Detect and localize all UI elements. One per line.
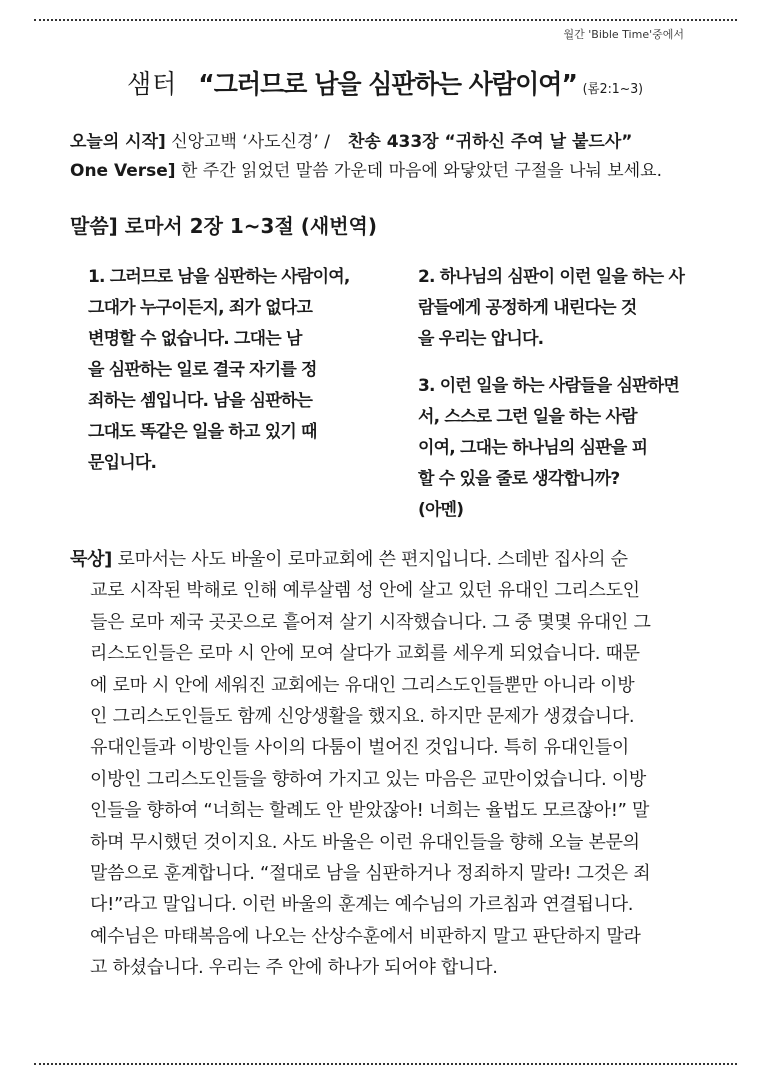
scripture-left-column [70, 262, 370, 479]
verse-3 [400, 371, 700, 526]
verse-line: 2. 하나님의 심판이 이런 일을 하는 사 [418, 267, 685, 287]
intro-section [70, 128, 662, 186]
scripture-right-column [400, 262, 700, 526]
page-title [15, 64, 755, 101]
meditation-line: 예수님은 마태복음에 나오는 산상수훈에서 비판하지 말고 판단하지 말라 [90, 925, 641, 947]
bottom-dotted-divider [34, 1063, 737, 1065]
verse-2 [400, 262, 700, 355]
title-quote: “그러므로 남을 심판하는 사람이여” [198, 70, 577, 100]
hymn-text: 찬송 433장 “귀하신 주여 날 붙드사” [347, 132, 633, 152]
meditation-line: 에 로마 시 안에 세워진 교회에는 유대인 그리스도인들뿐만 아니라 이방 [90, 674, 635, 696]
source-note: 월간 'Bible Time'중에서 [563, 28, 684, 41]
title-reference: (롬2:1~3) [582, 82, 644, 97]
verse-line: 을 심판하는 일로 결국 자기를 정 [88, 360, 317, 380]
verse-line: 그대도 똑같은 일을 하고 있기 때 [88, 422, 317, 442]
scripture-heading: 말씀] 로마서 2장 1~3절 (새번역) [70, 214, 377, 238]
one-verse-label: One Verse] [70, 161, 176, 181]
meditation-line: 유대인들과 이방인들 사이의 다툼이 벌어진 것입니다. 특히 유대인들이 [90, 737, 629, 759]
one-verse-text: 한 주간 읽었던 말씀 가운데 마음에 와닿았던 구절을 나눠 보세요. [180, 161, 662, 181]
verse-line: 서, 스스로 그런 일을 하는 사람 [418, 407, 637, 427]
verse-line: (아멘) [418, 500, 464, 520]
verse-line: 문입니다. [88, 453, 157, 473]
meditation-line: 교로 시작된 박해로 인해 예루살렘 성 안에 살고 있던 유대인 그리스도인 [90, 580, 640, 602]
meditation-line: 로마서는 사도 바울이 로마교회에 쓴 편지입니다. 스데반 집사의 순 [117, 549, 628, 570]
meditation-line: 들은 로마 제국 곳곳으로 흩어져 살기 시작했습니다. 그 중 몇몇 유대인 그 [90, 611, 651, 633]
meditation-line: 다!”라고 말입니다. 이런 바울의 훈계는 예수님의 가르침과 연결됩니다. [90, 894, 634, 916]
intro-verse-line [70, 157, 662, 186]
meditation-section [70, 544, 710, 984]
verse-line: 이여, 그대는 하나님의 심판을 피 [418, 438, 648, 458]
verse-line: 1. 그러므로 남을 심판하는 사람이여, [88, 267, 350, 287]
meditation-line: 인들을 향하여 “너희는 할례도 안 받았잖아! 너희는 율법도 모르잖아!” 말 [90, 800, 650, 822]
meditation-line: 이방인 그리스도인들을 향하여 가지고 있는 마음은 교만이었습니다. 이방 [90, 768, 647, 790]
meditation-first-line [70, 544, 710, 575]
top-dotted-divider [34, 19, 737, 21]
meditation-line: 말씀으로 훈계합니다. “절대로 남을 심판하거나 정죄하지 말라! 그것은 죄 [90, 863, 651, 885]
meditation-line: 리스도인들은 로마 시 안에 모여 살다가 교회를 세우게 되었습니다. 때문 [90, 643, 640, 665]
verse-line: 죄하는 셈입니다. 남을 심판하는 [88, 391, 313, 411]
intro-start-line [70, 128, 662, 157]
verse-line: 그대가 누구이든지, 죄가 없다고 [88, 298, 313, 318]
verse-1 [70, 262, 370, 479]
meditation-line: 고 하셨습니다. 우리는 주 안에 하나가 되어야 합니다. [90, 957, 498, 979]
verse-line: 할 수 있을 줄로 생각합니까? [418, 469, 620, 489]
meditation-line: 인 그리스도인들도 함께 신앙생활을 했지요. 하지만 문제가 생겼습니다. [90, 706, 635, 728]
verse-line: 을 우리는 압니다. [418, 329, 544, 349]
verse-line: 변명할 수 없습니다. 그대는 남 [88, 329, 302, 349]
meditation-line: 하며 무시했던 것이지요. 사도 바울은 이런 유대인들을 향해 오늘 본문의 [90, 831, 640, 853]
start-label: 오늘의 시작] [70, 132, 166, 152]
verse-line: 3. 이런 일을 하는 사람들을 심판하면 [418, 376, 679, 396]
verse-line: 람들에게 공정하게 내린다는 것 [418, 298, 637, 318]
meditation-label: 묵상] [70, 549, 113, 570]
start-text: 신앙고백 ‘사도신경’ / [171, 132, 330, 152]
title-word: 샘터 [126, 70, 178, 100]
